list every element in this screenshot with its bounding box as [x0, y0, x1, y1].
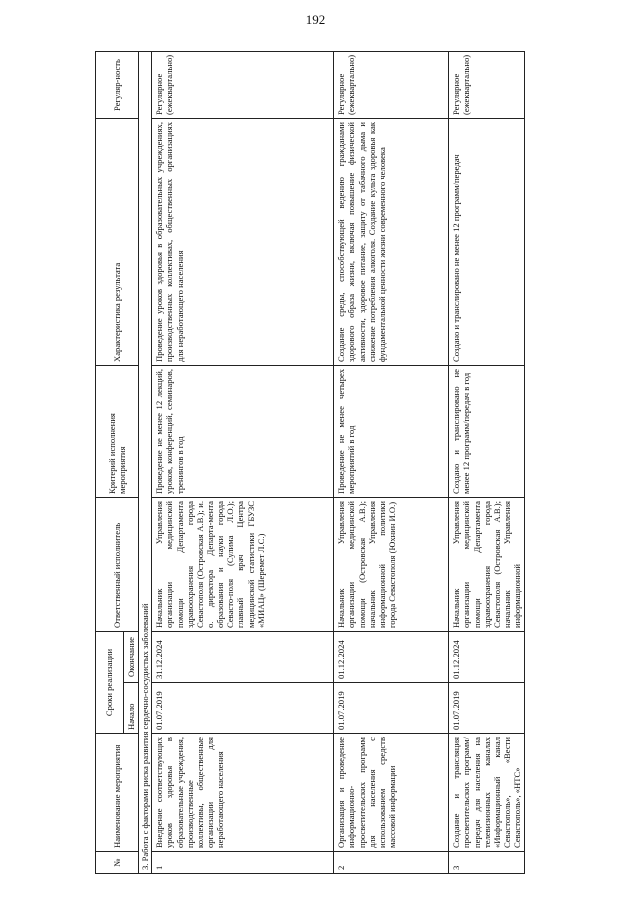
page-number: 192: [305, 12, 326, 27]
row-name: Внедрение соответствующих уроков здоровья в образовательные учреждения, производственные коллективы, общественные организации для неработающего населения: [152, 734, 334, 852]
header-responsible: Ответственный исполнитель: [96, 498, 139, 632]
row-criterion: Проведение не менее 12 лекций, уроков, конференций, семинаров, тренингов в год: [152, 366, 334, 498]
header-period: Сроки реализации: [96, 632, 124, 734]
header-start: Начало: [124, 683, 139, 734]
row-start: 01.07.2019: [449, 683, 525, 734]
row-start: 01.07.2019: [152, 683, 334, 734]
header-criterion: Критерий исполнения мероприятия: [96, 366, 139, 498]
row-responsible: Начальник Управления организации медицинской помощи Департамента здравоохранения города Севастополя (Островская А.В.); начальник Управления информационной: [449, 498, 525, 632]
measures-table: [95, 51, 525, 874]
row-end: 31.12.2024: [152, 632, 334, 683]
header-num: №: [96, 852, 139, 874]
row-result: Проведение уроков здоровья в образовательных учреждениях, производственных коллективах, общественных организациях для неработающего населения: [152, 119, 334, 366]
header-name: Наименование мероприятия: [96, 734, 139, 852]
row-end: 01.12.2024: [334, 632, 449, 683]
row-result: Создано и транслировано не менее 12 программ/передач: [449, 119, 525, 366]
table-row: [449, 52, 525, 874]
row-criterion: Проведение не менее четырех мероприятий в год: [334, 366, 449, 498]
row-name: Организация и проведение информационно-просветительских программ для населения с использованием средств массовой информации: [334, 734, 449, 852]
row-regularity: Регулярное (ежеквартально): [334, 52, 449, 119]
row-result: Создание среды, способствующей ведению гражданами здорового образа жизни, включая повышение физической активности, здоровое питание, защиту от табачного дыма и снижение потребления алкоголя. Создание культа здоровья как фундаментальной ценности жизни современного человека: [334, 119, 449, 366]
header-result: Характеристика результата: [96, 119, 139, 366]
table-row: [152, 52, 334, 874]
row-num: 2: [334, 852, 449, 874]
rotated-table-container: [95, 52, 523, 874]
row-num: 3: [449, 852, 525, 874]
table-row: [334, 52, 449, 874]
section-title: 3. Работа с факторами риска развития сердечно-сосудистых заболеваний: [139, 52, 152, 874]
row-end: 01.12.2024: [449, 632, 525, 683]
row-start: 01.07.2019: [334, 683, 449, 734]
row-name: Создание и трансляция просветительских программ/передач для населения на телевизионных каналах «Информационный канал Севастополь», «Вести Севастополь», «НТС»: [449, 734, 525, 852]
row-responsible: Начальник Управления организации медицинской помощи Департамента здравоохранения города Севастополя (Островская А.В.); и. о. директора Департа-мента образования и науки города Севасто-поля (Сулима Л.О.); главный врач Центра медицинской статистики ГБУЗС «МИАЦ» (Шеремет Л.С.): [152, 498, 334, 632]
row-regularity: Регулярное (ежеквартально): [449, 52, 525, 119]
row-regularity: Регулярное (ежеквартально): [152, 52, 334, 119]
header-regularity: Регуляр-ность: [96, 52, 139, 119]
row-criterion: Создано и транслировано не менее 12 программ/передач в год: [449, 366, 525, 498]
row-num: 1: [152, 852, 334, 874]
header-end: Окончание: [124, 632, 139, 683]
row-responsible: Начальник Управления организации медицинской помощи (Островская А.В.); начальник Управления информационной политики города Севастополя (Юхнин И.О.): [334, 498, 449, 632]
